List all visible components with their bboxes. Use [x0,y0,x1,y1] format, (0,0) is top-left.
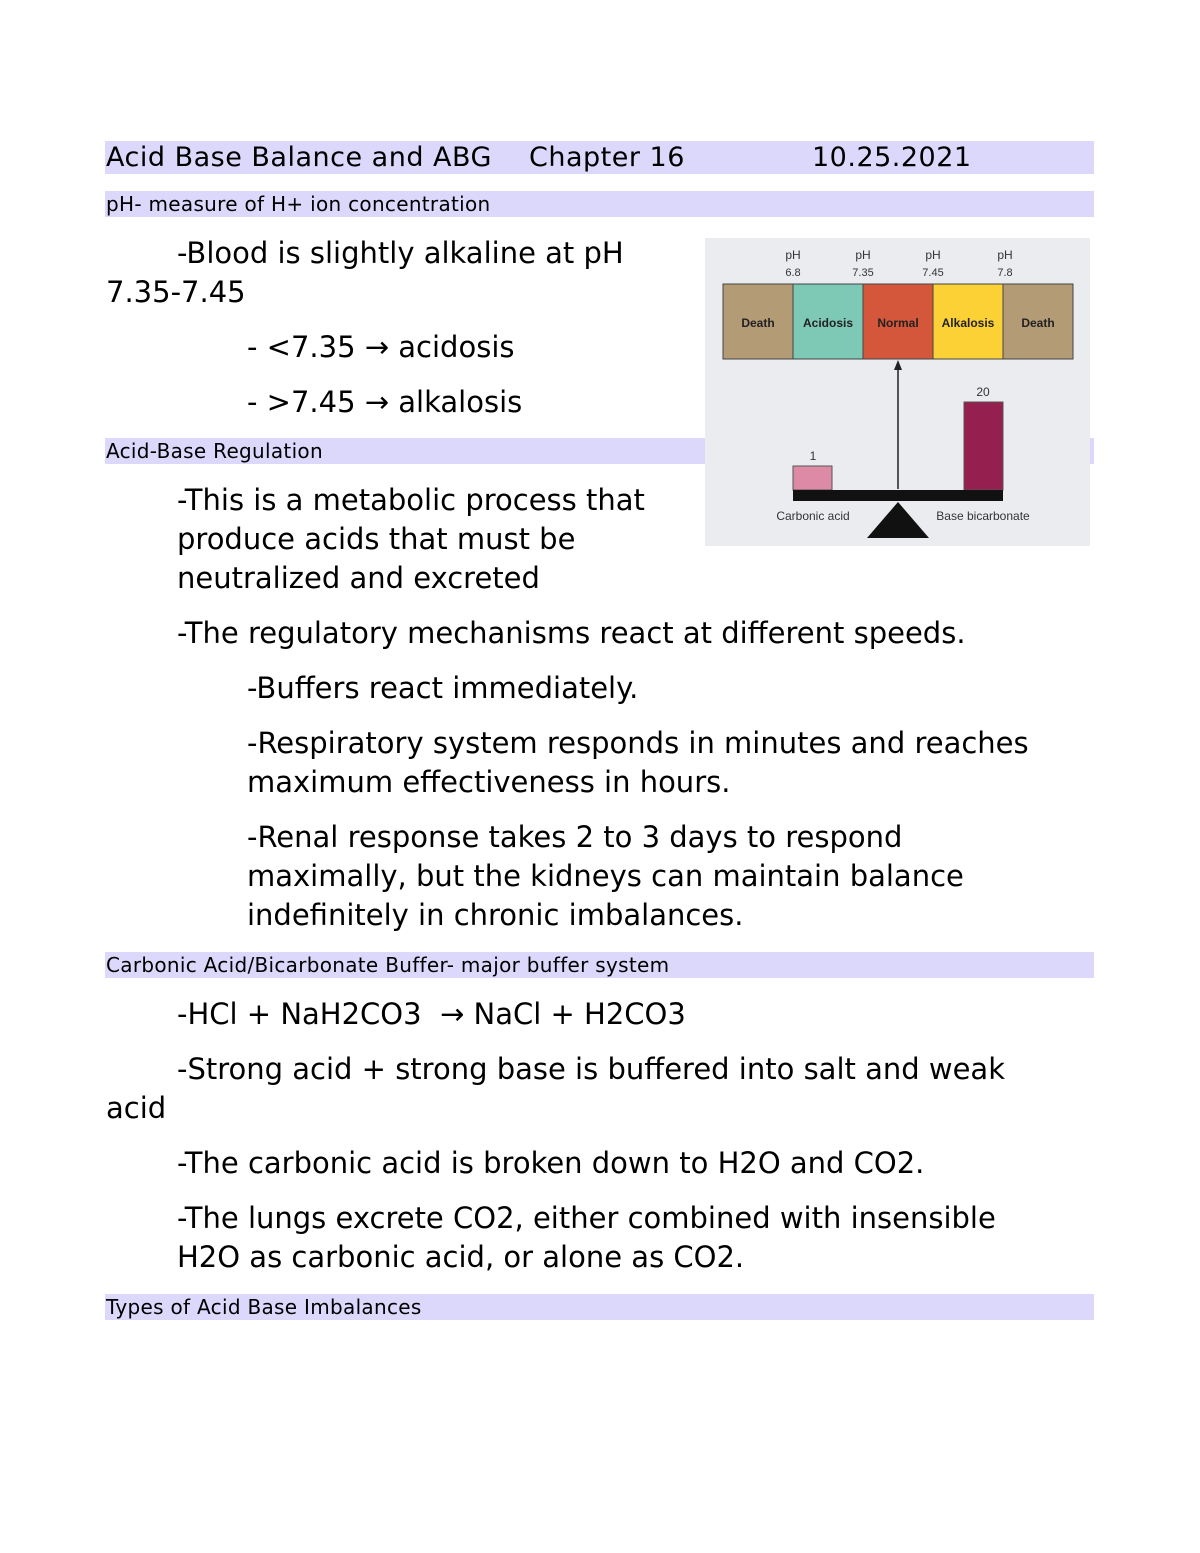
regulation-p3: -Buffers react immediately. [247,671,639,705]
ph-acidosis-line: - <7.35 → acidosis [247,330,515,364]
regulation-p5-line1: -Renal response takes 2 to 3 days to respond [247,820,903,854]
heading-regulation: Acid-Base Regulation [106,439,323,463]
bicarbonate-value: 20 [976,385,990,399]
ph-label-2: pH [855,248,871,262]
date-label: 10.25.2021 [812,142,972,173]
chapter-label: Chapter 16 [529,142,685,173]
heading-types: Types of Acid Base Imbalances [106,1295,422,1319]
zone-label-alkalosis: Alkalosis [941,316,995,330]
buffer-p3: -The carbonic acid is broken down to H2O and CO2. [177,1146,925,1180]
ph-alkalosis-line: - >7.45 → alkalosis [247,385,523,419]
bicarbonate-label: Base bicarbonate [936,509,1030,523]
ph-label-3: pH [925,248,941,262]
buffer-p4-line1: -The lungs excrete CO2, either combined with insensible [177,1201,996,1235]
ph-label-1: pH [785,248,801,262]
ph-balance-figure [705,238,1090,546]
ph-value-3: 7.45 [922,267,944,279]
bicarbonate-bar [964,402,1003,490]
regulation-p2: -The regulatory mechanisms react at different speeds. [177,616,966,650]
ph-label-4: pH [997,248,1013,262]
zone-label-acidosis: Acidosis [802,316,854,330]
ph-value-2: 7.35 [852,267,874,279]
carbonic-value: 1 [809,449,817,463]
zone-label-death-left: Death [741,316,775,330]
doc-title: Acid Base Balance and ABG [106,142,492,173]
regulation-p4-line1: -Respiratory system responds in minutes and reaches [247,726,1029,760]
carbonic-label: Carbonic acid [776,509,850,523]
ph-value-4: 7.8 [997,267,1013,279]
ph-value-1: 6.8 [785,267,801,279]
buffer-p4-line2: H2O as carbonic acid, or alone as CO2. [177,1240,745,1274]
pointer-arrowhead [894,360,902,370]
zone-label-death-right: Death [1021,316,1055,330]
heading-buffer: Carbonic Acid/Bicarbonate Buffer- major buffer system [106,953,670,977]
regulation-p5-line3: indefinitely in chronic imbalances. [247,898,744,932]
regulation-p1-line2: produce acids that must be [177,522,576,556]
buffer-equation: -HCl + NaH2CO3 → NaCl + H2CO3 [177,997,686,1031]
regulation-p5-line2: maximally, but the kidneys can maintain balance [247,859,964,893]
buffer-p2-line2: acid [106,1091,167,1125]
regulation-p4-line2: maximum effectiveness in hours. [247,765,731,799]
ph-line-1b: 7.35-7.45 [106,275,246,309]
carbonic-bar [793,466,832,490]
ph-line-1a: -Blood is slightly alkaline at pH [177,236,624,270]
heading-ph: pH- measure of H+ ion concentration [106,192,491,216]
zone-label-normal: Normal [877,316,919,330]
regulation-p1-line3: neutralized and excreted [177,561,540,595]
buffer-p2-line1: -Strong acid + strong base is buffered into salt and weak [177,1052,1006,1086]
regulation-p1-line1: -This is a metabolic process that [177,483,645,517]
fulcrum [867,502,929,538]
balance-beam [793,490,1003,501]
